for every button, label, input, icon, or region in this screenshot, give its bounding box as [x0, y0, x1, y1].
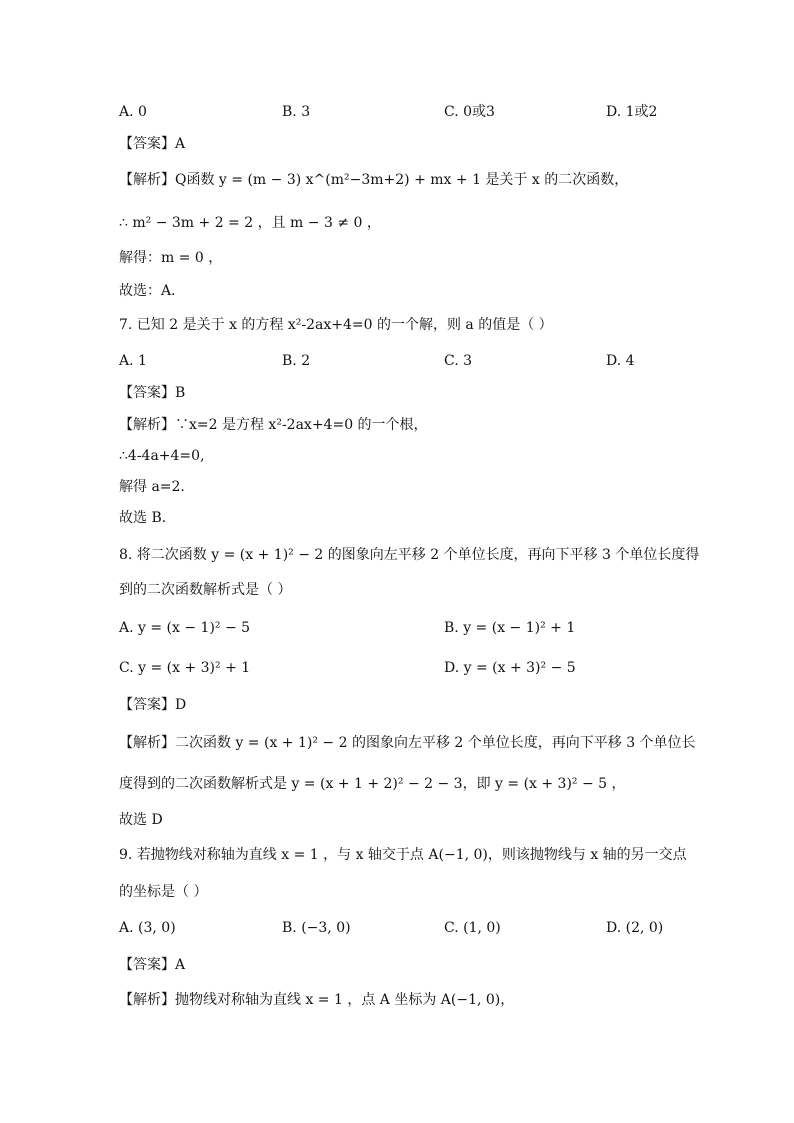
q8-analysis-line-2: 度得到的二次函数解析式是 y = (x + 1 + 2)² − 2 − 3，即 y = (x + 3)² − 5 ，: [119, 776, 626, 792]
q8-stem-line-1: 8. 将二次函数 y = (x + 1)² − 2 的图象向左平移 2 个单位长度，再向下平移 3 个单位长度得: [119, 547, 700, 563]
q6-option-d: D. 1或2: [606, 104, 658, 120]
q8-stem-line-2: 到的二次函数解析式是（ ）: [119, 582, 292, 598]
q6-option-a: A. 0: [119, 104, 147, 120]
q7-stem: 7. 已知 2 是关于 x 的方程 x²-2ax+4=0 的一个解，则 a 的值是（ ）: [119, 317, 553, 333]
q7-option-a: A. 1: [119, 353, 147, 369]
q7-option-c: C. 3: [444, 353, 473, 369]
q9-stem-line-2: 的坐标是（ ）: [119, 884, 208, 900]
q8-option-b: B. y = (x − 1)² + 1: [444, 620, 576, 636]
q9-stem-line-1: 9. 若抛物线对称轴为直线 x = 1 ，与 x 轴交于点 A(−1, 0)，则该抛物线与 x 轴的另一交点: [119, 847, 687, 863]
q7-option-d: D. 4: [606, 353, 635, 369]
q6-analysis-line-3: 解得：m = 0 ，: [119, 250, 223, 266]
q7-analysis-line-2: ∴4-4a+4=0,: [119, 448, 205, 464]
q6-analysis-line-2: ∴ m² − 3m + 2 = 2 ，且 m − 3 ≠ 0 ，: [119, 215, 381, 231]
q7-analysis-line-1: 【解析】∵x=2 是方程 x²-2ax+4=0 的一个根，: [119, 417, 428, 433]
q8-option-a: A. y = (x − 1)² − 5: [119, 620, 251, 636]
q6-analysis-line-1: 【解析】Q函数 y = (m − 3) x^(m²−3m+2) + mx + 1 是关于 x 的二次函数，: [119, 172, 629, 188]
q9-option-b: B. (−3, 0): [282, 920, 351, 936]
q8-answer: 【答案】D: [119, 697, 187, 713]
q9-option-c: C. (1, 0): [444, 920, 501, 936]
q9-option-d: D. (2, 0): [606, 920, 664, 936]
q7-analysis-line-3: 解得 a=2.: [119, 479, 185, 495]
q7-option-b: B. 2: [282, 353, 311, 369]
q8-analysis-line-3: 故选 D: [119, 812, 163, 828]
q9-option-a: A. (3, 0): [119, 920, 176, 936]
q9-answer: 【答案】A: [119, 957, 186, 973]
q7-answer: 【答案】B: [119, 385, 186, 401]
q9-analysis-line-1: 【解析】抛物线对称轴为直线 x = 1 ，点 A 坐标为 A(−1, 0)，: [119, 992, 515, 1008]
q6-answer: 【答案】A: [119, 136, 186, 152]
q6-analysis-line-4: 故选：A．: [119, 283, 186, 299]
q8-option-d: D. y = (x + 3)² − 5: [444, 660, 576, 676]
q6-option-b: B. 3: [282, 104, 311, 120]
q8-analysis-line-1: 【解析】二次函数 y = (x + 1)² − 2 的图象向左平移 2 个单位长度，再向下平移 3 个单位长: [119, 735, 696, 751]
q8-option-c: C. y = (x + 3)² + 1: [119, 660, 251, 676]
q7-analysis-line-4: 故选 B．: [119, 510, 176, 526]
q6-option-c: C. 0或3: [444, 104, 495, 120]
